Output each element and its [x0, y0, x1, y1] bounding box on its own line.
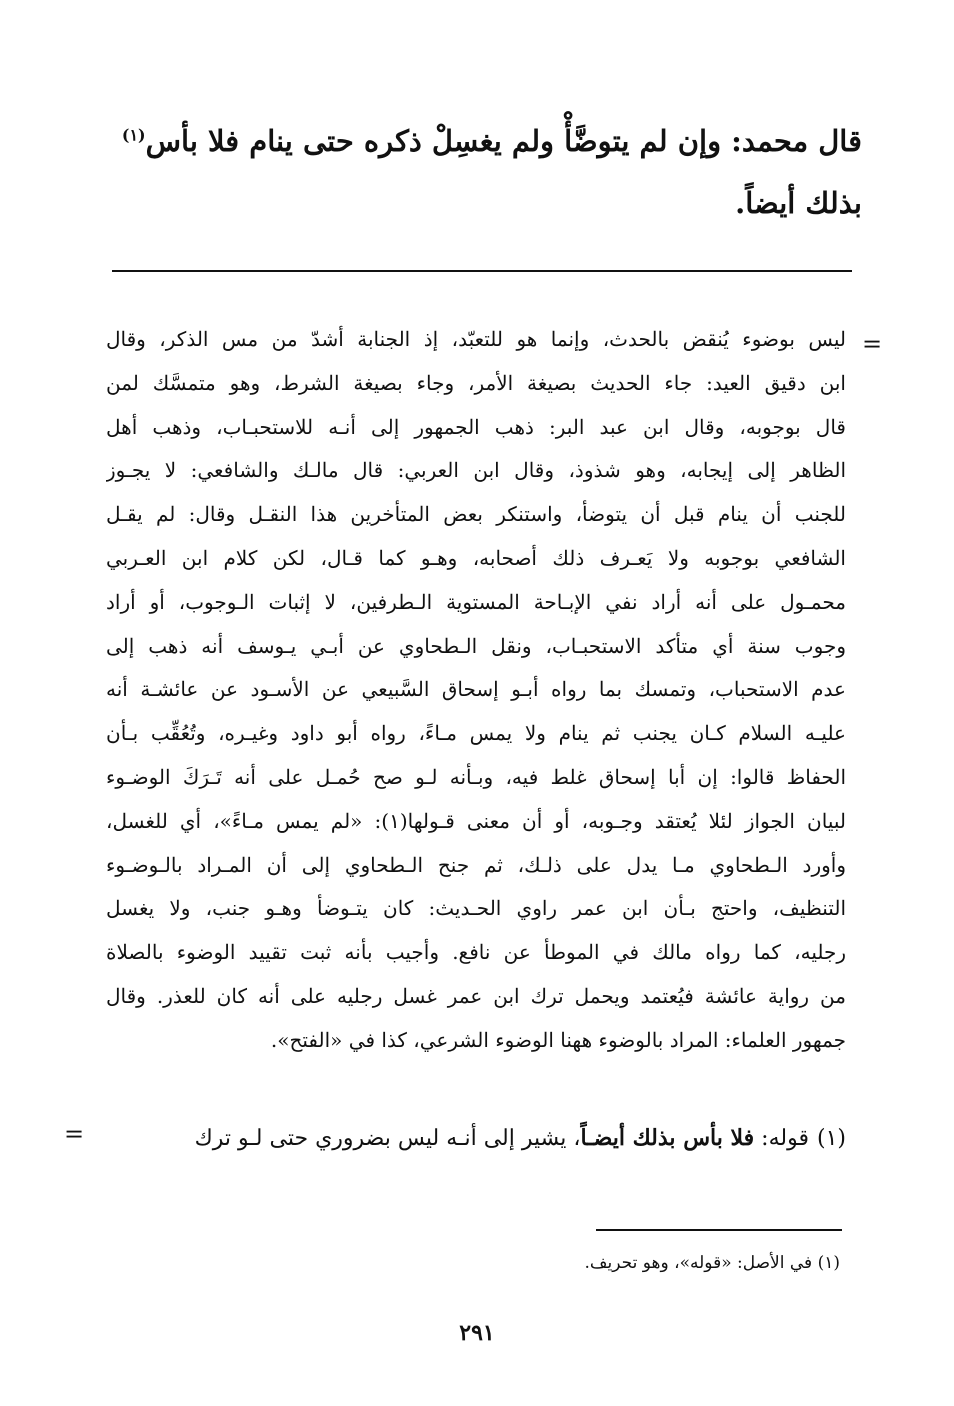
commentary-line: الحفاظ قالوا: إن أبا إسحاق غلط فيه، وبـأنه لـو صح حُمـل على أنه تَـرَكَ الوضـوء — [106, 764, 846, 789]
page-number: ٢٩١ — [459, 1320, 495, 1346]
continuation-mark: = — [64, 1120, 85, 1148]
commentary-line: وأورد الـطحاوي مـا يدل على ذلـك، ثم جنح الـطحاوي إلى أن المـراد بالـوضـوء — [106, 852, 846, 877]
commentary-line: الظاهر إلى إيجابه، وهو شذوذ، وقال ابن العربي: قال مالـك والشافعي: لا يجـوز — [106, 458, 846, 483]
commentary-line: وجوب سنة أي متأكد الاستحبـاب، ونقل الـطحاوي عن أبـي يـوسف أنه ذهب إلى — [106, 633, 846, 658]
footnote-quote: فلا بأس بذلك أيضـاً — [580, 1125, 755, 1151]
commentary-line: قال بوجوبه، وقال ابن عبد البر: ذهب الجمهور إلى أنـه للاستحبـاب، وذهب أهل — [106, 414, 846, 439]
commentary-line: محمـول على أنه أراد نفي الإبـاحة المستوية الـطرفين، لا إثبات الـوجوب، أو أراد — [106, 589, 846, 614]
commentary-line: ابن دقيق العيد: جاء الحديث بصيغة الأمر، وجاء بصيغة الشرط، وهو متمسَّك لمن — [106, 370, 846, 395]
footnote-text: قوله: — [754, 1126, 809, 1151]
commentary-block — [106, 318, 846, 1063]
commentary-line: التنظيف، واحتج بـأن ابن عمر راوي الحـديث: كان يتـوضأ وهـو جنب، ولا يغسل — [106, 896, 846, 921]
main-text-segment: قال محمد: وإن لم يتوضَّأْ ولم يغسِلْ ذكره حتى ينام فلا بأس — [145, 124, 862, 158]
commentary-line: لبيان الجواز لئلا يُعتقد وجـوبه، أو أن معنى قـولها(١): «لم يمس مـاءً»، أي للغسل، — [106, 808, 846, 833]
main-text-line: بذلك أيضاً. — [735, 186, 862, 220]
footnote-number: (١) — [816, 1126, 846, 1151]
main-text-line — [121, 110, 862, 172]
commentary-line: عدم الاستحباب، وتمسك بما رواه أبـو إسحاق السَّبيعي عن الأسـود عن عائشـة أنه — [106, 677, 846, 702]
main-text — [121, 110, 862, 234]
footnote-text: ، يشير إلى أنـه ليس بضروري حتى لـو ترك — [194, 1126, 581, 1151]
commentary-line: من رواية عائشة فيُعتمد ويحمل ترك ابن عمر غسل رجليه على أنه كان للعذر. وقال — [106, 983, 846, 1008]
footnote-marker[interactable]: (١) — [121, 125, 146, 145]
footnote-primary — [76, 1118, 846, 1159]
separator-rule — [112, 270, 852, 272]
commentary-line: رجليه، كما رواه مالك في الموطأ عن نافع. وأجيب بأنه ثبت تقييد الوضوء بالصلاة — [106, 940, 846, 965]
commentary-line: ليس بوضوء يُنقض بالحدث، وإنما هو للتعبّد، إذ الجنابة أشدّ من مس الذكر، وقال — [106, 327, 846, 351]
footnote-rule — [596, 1229, 842, 1231]
commentary-line: جمهور العلماء: المراد بالوضوء ههنا الوضوء الشرعي، كذا في «الفتح». — [270, 1027, 846, 1052]
commentary-line: للجنب أن ينام قبل أن يتوضأ، واستنكر بعض المتأخرين هذا النقـل وقال: لم يقـل — [106, 502, 846, 527]
continuation-mark: = — [862, 330, 883, 358]
footnote-text: في الأصل: «قوله»، وهو تحريف. — [584, 1253, 813, 1273]
footnote-secondary — [340, 1248, 840, 1278]
footnote-number: (١) — [817, 1253, 840, 1273]
commentary-line: عليـه السلام كـان يجنب ثم ينام ولا يمس مـاءً، رواه أبو داود وغيـره، وتُعُقِّب بـأن — [106, 721, 846, 746]
commentary-line: الشافعي بوجوبه ولا يَعـرف ذلك أصحابه، وهـو كما قـال، لكن كلام ابن العـربي — [106, 545, 846, 570]
